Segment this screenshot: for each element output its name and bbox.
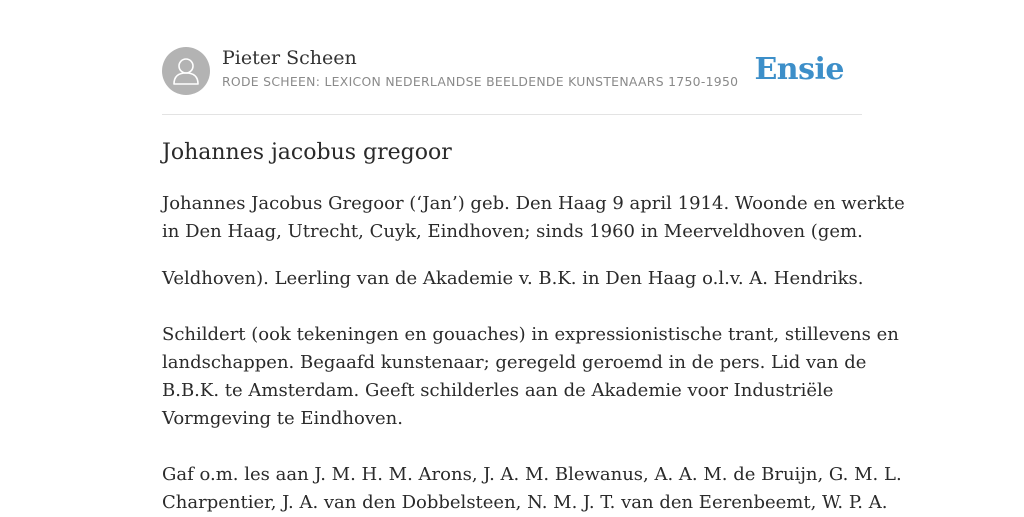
paragraph-line: Vormgeving te Eindhoven. (162, 408, 403, 429)
article-body (162, 190, 905, 517)
paragraph-line: Gaf o.m. les aan J. M. H. M. Arons, J. A. M. Blewanus, A. A. M. de Bruijn, G. M. L. (162, 464, 902, 485)
paragraph-line: Schildert (ook tekeningen en gouaches) in expressionistische trant, stillevens en (162, 324, 899, 345)
paragraph-line: Johannes Jacobus Gregoor (‘Jan’) geb. Den Haag 9 april 1914. Woonde en werkte (162, 193, 905, 214)
user-avatar-icon[interactable] (162, 47, 210, 95)
paragraph-line: Veldhoven). Leerling van de Akademie v. B.K. in Den Haag o.l.v. A. Hendriks. (162, 268, 864, 289)
ensie-logo[interactable]: Ensie (754, 52, 844, 87)
paragraph-line: B.B.K. te Amsterdam. Geeft schilderles aan de Akademie voor Industriële (162, 380, 834, 401)
paragraph-line: in Den Haag, Utrecht, Cuyk, Eindhoven; sinds 1960 in Meerveldhoven (gem. (162, 221, 863, 242)
author-name[interactable]: Pieter Scheen (222, 47, 357, 69)
article-header (162, 46, 862, 115)
paragraph-line: Charpentier, J. A. van den Dobbelsteen, N. M. J. T. van den Eerenbeemt, W. P. A. (162, 492, 888, 513)
paragraph-line: landschappen. Begaafd kunstenaar; geregeld geroemd in de pers. Lid van de (162, 352, 867, 373)
source-publication[interactable]: RODE SCHEEN: LEXICON NEDERLANDSE BEELDENDE KUNSTENAARS 1750-1950 (222, 74, 739, 89)
article-title: Johannes jacobus gregoor (162, 140, 452, 165)
